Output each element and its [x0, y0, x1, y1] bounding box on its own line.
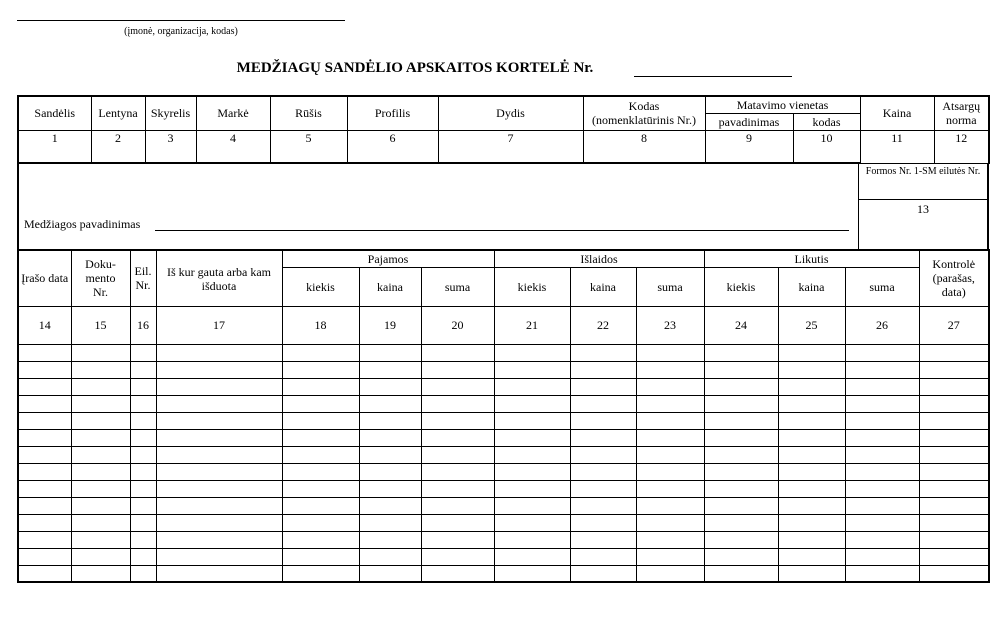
entry-cell[interactable] [421, 565, 494, 582]
col-number: 14 [18, 306, 71, 344]
entry-cell[interactable] [130, 463, 156, 480]
entry-cell[interactable] [570, 497, 636, 514]
entry-cell[interactable] [421, 361, 494, 378]
entry-cell[interactable] [359, 412, 421, 429]
header-dokumento-nr [71, 250, 130, 306]
entry-cell[interactable] [18, 480, 71, 497]
entry-cell[interactable] [282, 480, 359, 497]
col-number: 2 [91, 130, 145, 163]
entry-cell[interactable] [778, 497, 845, 514]
entry-cell[interactable] [494, 531, 570, 548]
entry-cell[interactable] [778, 565, 845, 582]
col-number: 26 [845, 306, 919, 344]
entry-cell[interactable] [18, 514, 71, 531]
entry-cell[interactable] [704, 497, 778, 514]
entry-cell[interactable] [130, 531, 156, 548]
entry-cell[interactable] [570, 361, 636, 378]
entry-cell[interactable] [919, 429, 989, 446]
entry-cell[interactable] [778, 412, 845, 429]
header-pajamos-kiekis: kiekis [282, 267, 359, 306]
col-number: 16 [130, 306, 156, 344]
header-pajamos: Pajamos [282, 250, 494, 267]
entry-cell[interactable] [704, 565, 778, 582]
header-mento: mento [85, 271, 116, 286]
entry-cell[interactable] [919, 480, 989, 497]
entry-cell[interactable] [919, 565, 989, 582]
entry-cell[interactable] [421, 412, 494, 429]
card-title: MEDŽIAGŲ SANDĖLIO APSKAITOS KORTELĖ Nr. [236, 60, 594, 76]
entry-cell[interactable] [156, 548, 282, 565]
entry-cell[interactable] [18, 463, 71, 480]
entry-cell[interactable] [494, 446, 570, 463]
entry-cell[interactable] [18, 429, 71, 446]
entry-cell[interactable] [845, 480, 919, 497]
entry-cell[interactable] [570, 378, 636, 395]
entry-cell[interactable] [156, 565, 282, 582]
entry-cell[interactable] [359, 378, 421, 395]
header-eil: Eil. [134, 264, 152, 279]
entry-cell[interactable] [421, 446, 494, 463]
entry-cell[interactable] [71, 514, 130, 531]
entry-cell[interactable] [570, 344, 636, 361]
entry-cell[interactable] [71, 480, 130, 497]
entry-cell[interactable] [636, 412, 704, 429]
entry-cell[interactable] [570, 531, 636, 548]
col-number: 21 [494, 306, 570, 344]
entry-cell[interactable] [71, 531, 130, 548]
entry-cell[interactable] [570, 565, 636, 582]
entry-cell[interactable] [282, 344, 359, 361]
entry-cell[interactable] [919, 361, 989, 378]
entry-cell[interactable] [359, 429, 421, 446]
entry-cell[interactable] [71, 344, 130, 361]
entry-cell[interactable] [704, 429, 778, 446]
entry-cell[interactable] [282, 565, 359, 582]
entry-cell[interactable] [845, 565, 919, 582]
entry-cell[interactable] [359, 463, 421, 480]
entry-cell[interactable] [359, 395, 421, 412]
header-kodas-label: Kodas [628, 99, 660, 114]
entry-cell[interactable] [156, 378, 282, 395]
entry-cell[interactable] [156, 531, 282, 548]
entry-cell[interactable] [778, 514, 845, 531]
header-iraso-data: Įrašo data [18, 250, 71, 306]
entry-cell[interactable] [71, 412, 130, 429]
entry-cell[interactable] [494, 565, 570, 582]
entry-cell[interactable] [636, 514, 704, 531]
header-is-kur: Iš kur gauta arba kam išduota [156, 250, 282, 306]
entry-cell[interactable] [919, 344, 989, 361]
entry-cell[interactable] [71, 361, 130, 378]
entry-cell[interactable] [845, 548, 919, 565]
entry-cell[interactable] [359, 361, 421, 378]
col-number: 9 [705, 130, 793, 163]
entry-cell[interactable] [919, 548, 989, 565]
col-number: 7 [438, 130, 583, 163]
table-row [18, 361, 989, 378]
entry-cell[interactable] [636, 531, 704, 548]
col-number: 22 [570, 306, 636, 344]
entry-cell[interactable] [778, 378, 845, 395]
entry-cell[interactable] [282, 514, 359, 531]
entry-cell[interactable] [919, 395, 989, 412]
entry-cell[interactable] [494, 497, 570, 514]
entry-cell[interactable] [919, 531, 989, 548]
entry-cell[interactable] [18, 395, 71, 412]
col-number: 12 [934, 130, 989, 163]
entry-cell[interactable] [130, 429, 156, 446]
entry-cell[interactable] [845, 378, 919, 395]
entry-cell[interactable] [18, 361, 71, 378]
entry-cell[interactable] [570, 548, 636, 565]
entry-cell[interactable] [156, 463, 282, 480]
entry-cell[interactable] [421, 429, 494, 446]
entry-cell[interactable] [845, 531, 919, 548]
entry-cell[interactable] [778, 344, 845, 361]
entry-cell[interactable] [636, 480, 704, 497]
entry-cell[interactable] [359, 514, 421, 531]
entry-cell[interactable] [494, 378, 570, 395]
material-name-section [17, 163, 988, 250]
header-mv-pavadinimas: pavadinimas [705, 113, 793, 130]
entry-cell[interactable] [570, 412, 636, 429]
entry-cell[interactable] [156, 361, 282, 378]
organization-caption: (įmonė, organizacija, kodas) [124, 26, 238, 37]
header-likutis-suma: suma [845, 267, 919, 306]
entry-cell[interactable] [156, 412, 282, 429]
organization-line [17, 20, 345, 21]
entry-cell[interactable] [919, 446, 989, 463]
entry-cell[interactable] [704, 412, 778, 429]
entry-cell[interactable] [421, 463, 494, 480]
entry-cell[interactable] [570, 446, 636, 463]
header-pajamos-suma: suma [421, 267, 494, 306]
header-doku: Doku- [85, 257, 116, 272]
entry-cell[interactable] [421, 378, 494, 395]
header-lentyna: Lentyna [91, 96, 145, 130]
table-row [18, 497, 989, 514]
entry-cell[interactable] [636, 361, 704, 378]
entry-cell[interactable] [130, 412, 156, 429]
entry-cell[interactable] [636, 429, 704, 446]
entry-cell[interactable] [156, 514, 282, 531]
entry-cell[interactable] [130, 446, 156, 463]
header-rusis: Rūšis [270, 96, 347, 130]
header-kontrole-label: Kontrolė [932, 257, 976, 272]
entry-cell[interactable] [282, 429, 359, 446]
entry-cell[interactable] [421, 395, 494, 412]
entry-cell[interactable] [156, 344, 282, 361]
column-number-row [18, 306, 989, 344]
col-number: 25 [778, 306, 845, 344]
material-attributes-table [17, 95, 990, 164]
entry-cell[interactable] [845, 497, 919, 514]
header-marke: Markė [196, 96, 270, 130]
header-islaidos-suma: suma [636, 267, 704, 306]
entry-cell[interactable] [704, 480, 778, 497]
header-likutis-kiekis: kiekis [704, 267, 778, 306]
header-kodas-sub: (nomenklatūrinis Nr.) [592, 113, 696, 128]
form-row-number: 13 [917, 202, 929, 216]
header-kodas [583, 96, 705, 130]
entry-cell[interactable] [18, 548, 71, 565]
header-likutis-kaina: kaina [778, 267, 845, 306]
entry-cell[interactable] [778, 548, 845, 565]
entry-cell[interactable] [494, 514, 570, 531]
entry-cell[interactable] [919, 463, 989, 480]
entry-cell[interactable] [18, 497, 71, 514]
entry-cell[interactable] [18, 378, 71, 395]
header-sandelis: Sandėlis [18, 96, 91, 130]
entry-cell[interactable] [282, 497, 359, 514]
entry-cell[interactable] [778, 463, 845, 480]
entry-cell[interactable] [18, 412, 71, 429]
entry-cell[interactable] [845, 412, 919, 429]
entry-cell[interactable] [919, 497, 989, 514]
entry-cell[interactable] [778, 531, 845, 548]
header-dydis: Dydis [438, 96, 583, 130]
entry-cell[interactable] [636, 344, 704, 361]
entry-cell[interactable] [704, 361, 778, 378]
header-data: data) [941, 285, 966, 300]
entry-cell[interactable] [359, 344, 421, 361]
entry-cell[interactable] [421, 480, 494, 497]
entry-cell[interactable] [636, 565, 704, 582]
entry-cell[interactable] [636, 548, 704, 565]
entry-cell[interactable] [130, 395, 156, 412]
header-islaidos-kaina: kaina [570, 267, 636, 306]
entry-cell[interactable] [778, 446, 845, 463]
entry-cell[interactable] [359, 497, 421, 514]
header-atsargu-norma [934, 96, 989, 130]
entry-cell[interactable] [704, 446, 778, 463]
entry-cell[interactable] [18, 446, 71, 463]
table-row [18, 514, 989, 531]
col-number: 15 [71, 306, 130, 344]
entry-cell[interactable] [156, 429, 282, 446]
col-number: 23 [636, 306, 704, 344]
entry-cell[interactable] [130, 344, 156, 361]
entry-cell[interactable] [130, 480, 156, 497]
table-row [18, 446, 989, 463]
card-number-line [634, 76, 792, 77]
entry-cell[interactable] [71, 429, 130, 446]
entry-cell[interactable] [71, 565, 130, 582]
entry-cell[interactable] [71, 395, 130, 412]
entry-cell[interactable] [494, 412, 570, 429]
entry-cell[interactable] [156, 497, 282, 514]
entry-cell[interactable] [71, 497, 130, 514]
entry-cell[interactable] [845, 429, 919, 446]
header-matavimo-vienetas: Matavimo vienetas [705, 96, 860, 113]
col-number: 27 [919, 306, 989, 344]
entry-cell[interactable] [704, 531, 778, 548]
col-number: 6 [347, 130, 438, 163]
entry-cell[interactable] [778, 361, 845, 378]
entry-cell[interactable] [71, 548, 130, 565]
entry-cell[interactable] [570, 514, 636, 531]
entry-cell[interactable] [18, 565, 71, 582]
entry-cell[interactable] [359, 446, 421, 463]
col-number: 17 [156, 306, 282, 344]
header-eil-nr-label: Nr. [135, 278, 151, 293]
entry-cell[interactable] [130, 378, 156, 395]
entry-cell[interactable] [570, 429, 636, 446]
entry-cell[interactable] [156, 480, 282, 497]
header-nr: Nr. [93, 285, 108, 300]
entry-cell[interactable] [359, 565, 421, 582]
entry-cell[interactable] [570, 480, 636, 497]
entry-cell[interactable] [704, 344, 778, 361]
entry-cell[interactable] [494, 429, 570, 446]
entry-cell[interactable] [845, 395, 919, 412]
header-atsargu-label: Atsargų [942, 99, 981, 114]
entry-cell[interactable] [282, 378, 359, 395]
material-name-line [155, 230, 849, 231]
entry-cell[interactable] [778, 480, 845, 497]
entry-cell[interactable] [130, 497, 156, 514]
header-profilis: Profilis [347, 96, 438, 130]
col-number: 8 [583, 130, 705, 163]
entry-cell[interactable] [130, 514, 156, 531]
entry-cell[interactable] [494, 344, 570, 361]
entry-cell[interactable] [494, 548, 570, 565]
entry-rows [18, 344, 989, 582]
entry-cell[interactable] [282, 548, 359, 565]
entry-cell[interactable] [282, 361, 359, 378]
header-mv-kodas: kodas [793, 113, 860, 130]
entry-cell[interactable] [778, 395, 845, 412]
col-number: 11 [860, 130, 934, 163]
entry-cell[interactable] [421, 531, 494, 548]
table-row [18, 344, 989, 361]
entry-cell[interactable] [919, 412, 989, 429]
entry-cell[interactable] [71, 463, 130, 480]
entry-cell[interactable] [704, 395, 778, 412]
header-islaidos-kiekis: kiekis [494, 267, 570, 306]
entry-cell[interactable] [18, 531, 71, 548]
header-norma-label: norma [945, 113, 977, 128]
entry-cell[interactable] [919, 514, 989, 531]
entry-cell[interactable] [636, 446, 704, 463]
entry-cell[interactable] [494, 395, 570, 412]
entry-cell[interactable] [845, 344, 919, 361]
col-number: 19 [359, 306, 421, 344]
entry-cell[interactable] [421, 514, 494, 531]
col-number: 3 [145, 130, 196, 163]
form-row-box [858, 163, 989, 250]
col-number: 18 [282, 306, 359, 344]
entry-cell[interactable] [282, 395, 359, 412]
table-row [18, 378, 989, 395]
table-row [18, 548, 989, 565]
entry-cell[interactable] [704, 514, 778, 531]
col-number: 24 [704, 306, 778, 344]
material-name-area [17, 163, 860, 250]
table-row [18, 480, 989, 497]
header-parasas: (parašas, [932, 271, 975, 286]
entry-cell[interactable] [18, 344, 71, 361]
header-islaidos: Išlaidos [494, 250, 704, 267]
entry-cell[interactable] [359, 480, 421, 497]
material-name-label: Medžiagos pavadinimas [24, 217, 141, 231]
entry-cell[interactable] [282, 412, 359, 429]
entry-cell[interactable] [494, 361, 570, 378]
entry-cell[interactable] [704, 548, 778, 565]
entry-cell[interactable] [845, 446, 919, 463]
entry-cell[interactable] [421, 548, 494, 565]
form-row-label: Formos Nr. 1-SM eilutės Nr. [859, 163, 987, 200]
entry-cell[interactable] [156, 446, 282, 463]
entry-cell[interactable] [282, 463, 359, 480]
entry-cell[interactable] [636, 395, 704, 412]
col-number: 4 [196, 130, 270, 163]
entry-cell[interactable] [570, 395, 636, 412]
entry-cell[interactable] [71, 378, 130, 395]
entry-cell[interactable] [636, 463, 704, 480]
table-row [18, 429, 989, 446]
entry-cell[interactable] [845, 514, 919, 531]
header-kaina: Kaina [860, 96, 934, 130]
entry-cell[interactable] [494, 463, 570, 480]
entry-cell[interactable] [704, 378, 778, 395]
entry-cell[interactable] [636, 378, 704, 395]
entry-cell[interactable] [494, 480, 570, 497]
entry-cell[interactable] [919, 378, 989, 395]
column-number-row [18, 130, 989, 163]
table-row [18, 463, 989, 480]
entry-cell[interactable] [421, 497, 494, 514]
header-likutis: Likutis [704, 250, 919, 267]
entry-cell[interactable] [130, 548, 156, 565]
col-number: 20 [421, 306, 494, 344]
entry-cell[interactable] [845, 463, 919, 480]
entry-cell[interactable] [845, 361, 919, 378]
entry-cell[interactable] [421, 344, 494, 361]
entry-cell[interactable] [778, 429, 845, 446]
movement-table [17, 249, 990, 583]
entry-cell[interactable] [282, 446, 359, 463]
col-number: 1 [18, 130, 91, 163]
table-row [18, 531, 989, 548]
header-pajamos-kaina: kaina [359, 267, 421, 306]
entry-cell[interactable] [282, 531, 359, 548]
table-row [18, 565, 989, 582]
table-row [18, 412, 989, 429]
entry-cell[interactable] [130, 565, 156, 582]
header-kontrole [919, 250, 989, 306]
col-number: 5 [270, 130, 347, 163]
table-row [18, 395, 989, 412]
entry-cell[interactable] [156, 395, 282, 412]
entry-cell[interactable] [570, 463, 636, 480]
entry-cell[interactable] [636, 497, 704, 514]
entry-cell[interactable] [130, 361, 156, 378]
header-eil-nr [130, 250, 156, 306]
col-number: 10 [793, 130, 860, 163]
header-skyrelis: Skyrelis [145, 96, 196, 130]
entry-cell[interactable] [704, 463, 778, 480]
entry-cell[interactable] [71, 446, 130, 463]
entry-cell[interactable] [359, 548, 421, 565]
entry-cell[interactable] [359, 531, 421, 548]
